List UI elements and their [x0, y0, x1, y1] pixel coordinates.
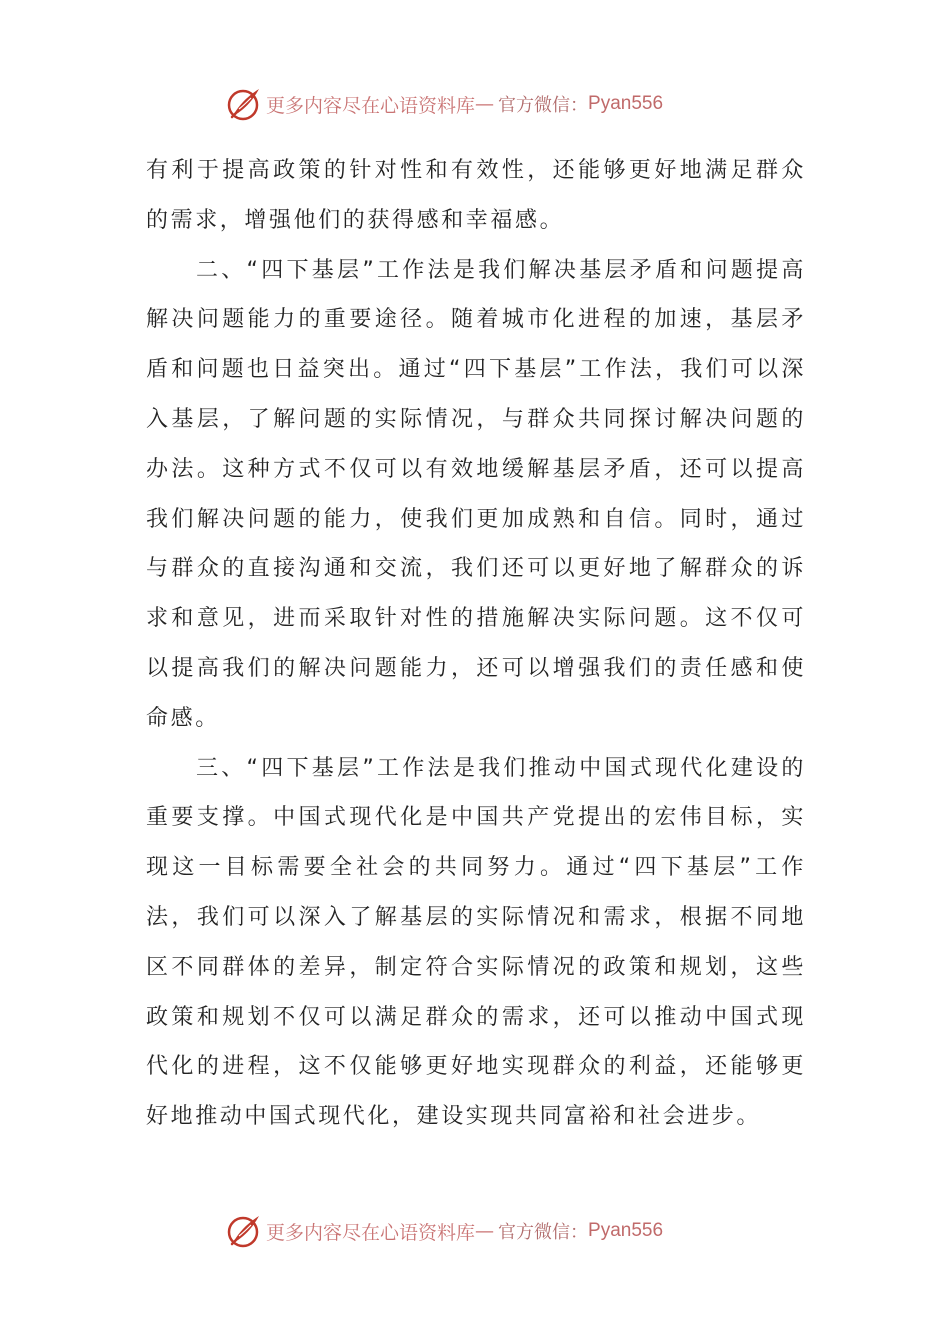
paragraph-section-two: 二、“四下基层”工作法是我们解决基层矛盾和问题提高解决问题能力的重要途径。随着城市化进程的加速，基层矛盾和问题也日益突出。通过“四下基层”工作法，我们可以深入基层，了解问题的实际情况，与群众共同探讨解决问题的办法。这种方式不仅可以有效地缓解基层矛盾，还可以提高我们解决问题的能力，使我们更加成熟和自信。同时，通过与群众的直接沟通和交流，我们还可以更好地了解群众的诉求和意见，进而采取针对性的措施解决实际问题。这不仅可以提高我们的解决问题能力，还可以增强我们的责任感和使命感。	[146, 257, 806, 731]
paragraph-continuation: 有利于提高政策的针对性和有效性，还能够更好地满足群众的需求，增强他们的获得感和幸福感。	[146, 158, 806, 233]
body-text	[146, 146, 806, 1142]
quill-pen-logo-icon	[226, 1213, 262, 1249]
quill-pen-logo-icon	[226, 86, 262, 122]
banner-wechat-id: Pyan556	[588, 93, 664, 114]
paragraph-section-three: 三、“四下基层”工作法是我们推动中国式现代化建设的重要支撑。中国式现代化是中国共产党提出的宏伟目标，实现这一目标需要全社会的共同努力。通过“四下基层”工作法，我们可以深入了解基层的实际情况和需求，根据不同地区不同群体的差异，制定符合实际情况的政策和规划，这些政策和规划不仅可以满足群众的需求，还可以推动中国式现代化的进程，这不仅能够更好地实现群众的利益，还能够更好地推动中国式现代化，建设实现共同富裕和社会进步。	[146, 755, 806, 1130]
banner-main-text: 更多内容尽在心语资料库	[266, 1221, 476, 1244]
banner-dash: —	[475, 1220, 495, 1242]
banner-dash: —	[475, 93, 495, 115]
banner-wechat-label: 官方微信：	[498, 95, 589, 116]
banner-wechat-id: Pyan556	[588, 1220, 664, 1241]
banner-wechat-label: 官方微信：	[498, 1222, 589, 1243]
footer-watermark-banner	[226, 1211, 663, 1251]
header-watermark-banner	[226, 84, 663, 124]
banner-main-text: 更多内容尽在心语资料库	[266, 94, 476, 117]
